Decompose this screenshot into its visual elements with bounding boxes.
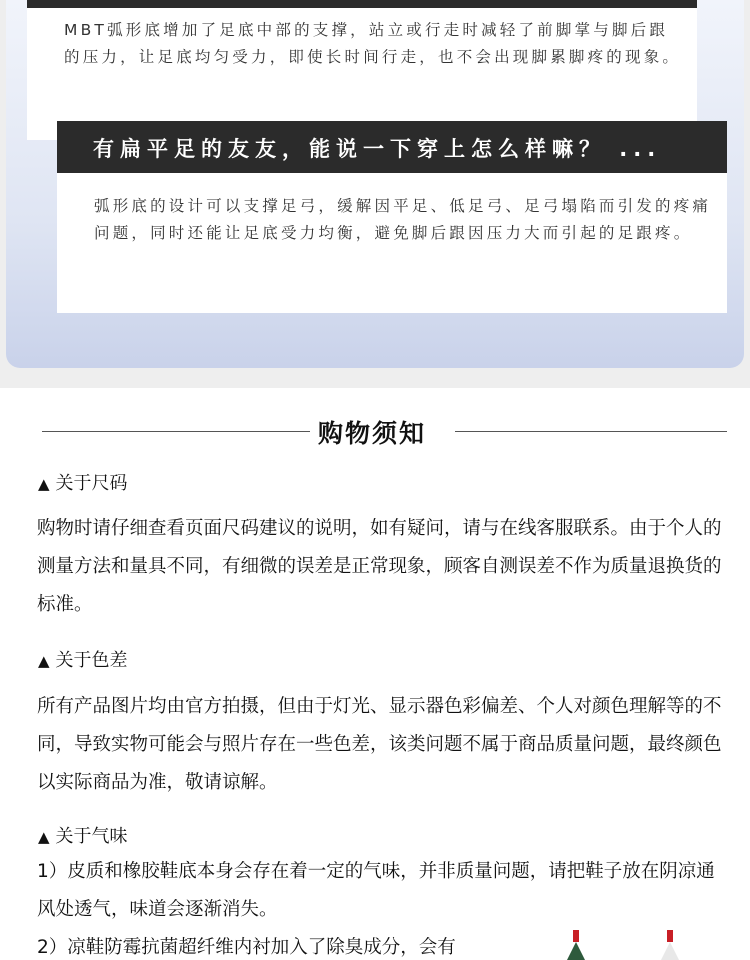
faq-question-2: 有扁平足的友友，能说一下穿上怎么样嘛？ ... bbox=[93, 137, 662, 161]
triangle-icon: ▲ bbox=[38, 652, 50, 670]
faq-answer-card-1 bbox=[27, 0, 697, 140]
section-heading-odor bbox=[38, 822, 128, 848]
faq-answer-1: MBT弧形底增加了足底中部的支撑，站立或行走时减轻了前脚掌与脚后跟的压力，让足底均匀受力，即使长时间行走，也不会出现脚累脚疼的现象。 bbox=[64, 21, 682, 66]
shopping-notice-title: 购物须知 bbox=[318, 419, 427, 448]
faq-question-bar bbox=[57, 121, 727, 173]
divider-right bbox=[455, 431, 727, 432]
section-body-color: 所有产品图片均由官方拍摄，但由于灯光、显示器色彩偏差、个人对颜色理解等的不同，导致实物可能会与照片存在一些色差，该类问题不属于商品质量问题，最终颜色以实际商品为准，敬请谅解。 bbox=[37, 696, 722, 793]
product-thumbnail bbox=[566, 930, 586, 960]
shopping-notice-header bbox=[0, 410, 750, 454]
divider-left bbox=[42, 431, 310, 432]
triangle-icon: ▲ bbox=[38, 475, 50, 493]
section-body-size: 购物时请仔细查看页面尺码建议的说明，如有疑问，请与在线客服联系。由于个人的测量方法和量具不同，有细微的误差是正常现象，顾客自测误差不作为质量退换货的标准。 bbox=[37, 518, 722, 615]
section-heading-label: 关于气味 bbox=[55, 826, 128, 847]
section-heading-label: 关于尺码 bbox=[55, 473, 128, 494]
triangle-icon: ▲ bbox=[38, 828, 50, 846]
section-heading-color bbox=[38, 646, 128, 672]
product-thumbnail bbox=[660, 930, 680, 960]
faq-answer-card-2 bbox=[57, 173, 727, 313]
faq-answer-2: 弧形底的设计可以支撑足弓，缓解因平足、低足弓、足弓塌陷而引发的疼痛问题，同时还能让足底受力均衡，避免脚后跟因压力大而引起的足跟疼。 bbox=[94, 197, 712, 242]
section-body-odor: 1）皮质和橡胶鞋底本身会存在着一定的气味，并非质量问题，请把鞋子放在阴凉通风处透气，味道会逐渐消失。 2）凉鞋防霉抗菌超纤维内衬加入了除臭成分，会有 bbox=[37, 861, 715, 958]
section-heading-label: 关于色差 bbox=[55, 650, 128, 671]
section-heading-size bbox=[38, 469, 128, 495]
